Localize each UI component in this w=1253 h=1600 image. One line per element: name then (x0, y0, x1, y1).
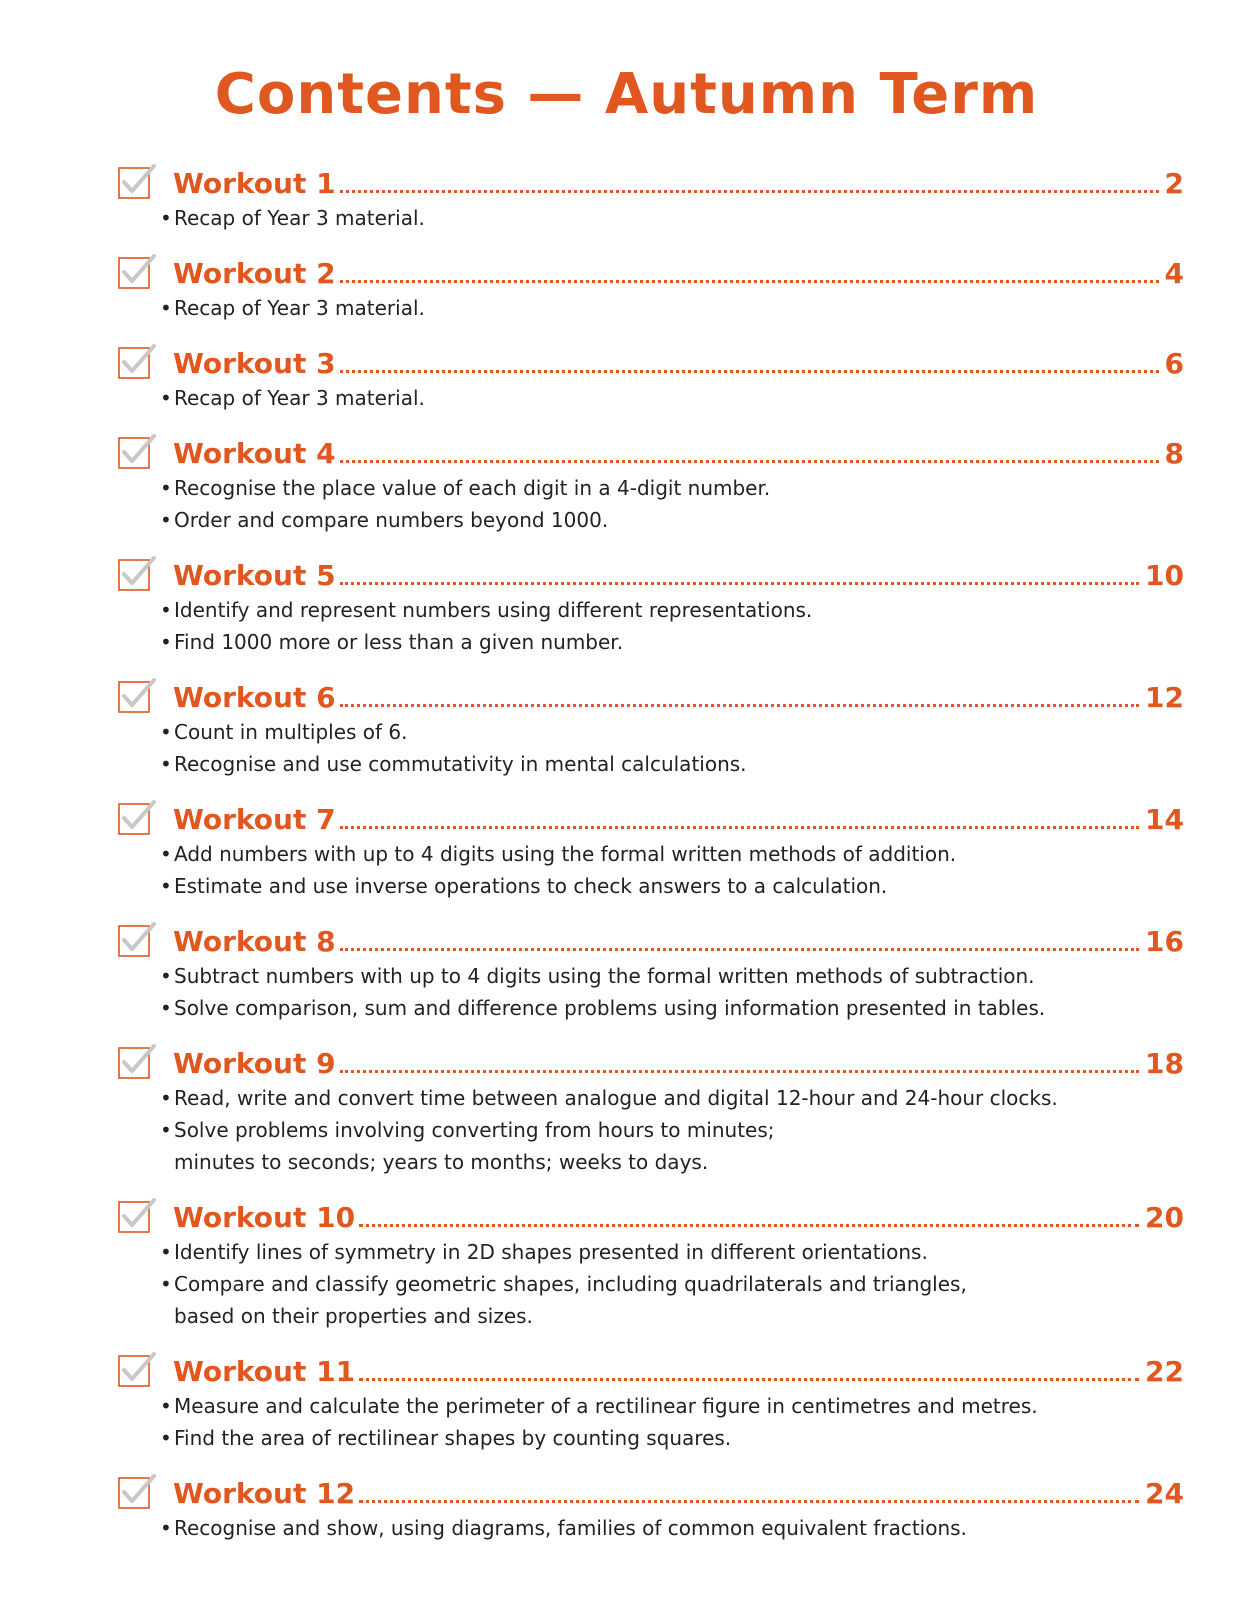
contents-entry (118, 1468, 1184, 1558)
objective-item (160, 1236, 1184, 1268)
entry-heading (118, 672, 1184, 716)
checkbox-tick-icon[interactable] (118, 1474, 150, 1506)
objective-item (160, 472, 1184, 504)
entry-spacer (118, 414, 1184, 428)
bullet-dot-icon: • (160, 1516, 172, 1540)
dot-leader (340, 1050, 1139, 1073)
objective-item (160, 1268, 1184, 1332)
entry-heading (118, 428, 1184, 472)
entry-heading (118, 248, 1184, 292)
bullet-dot-icon: • (160, 842, 172, 866)
dot-leader (359, 1358, 1139, 1381)
objective-item (160, 716, 1184, 748)
workout-title[interactable]: Workout 10 (173, 1201, 356, 1234)
contents-entry (118, 672, 1184, 794)
bullet-dot-icon: • (160, 752, 172, 776)
workout-title[interactable]: Workout 6 (173, 681, 336, 714)
contents-entry (118, 1346, 1184, 1468)
contents-entry (118, 550, 1184, 672)
entry-heading (118, 158, 1184, 202)
page-title: Contents — Autumn Term (214, 62, 1039, 127)
page-number[interactable]: 8 (1164, 437, 1184, 470)
objective-text: Recognise and use commutativity in mental calculations. (174, 752, 747, 776)
workout-line (173, 672, 1184, 716)
objective-text: Subtract numbers with up to 4 digits using the formal written methods of subtraction. (174, 964, 1035, 988)
page-number[interactable]: 24 (1145, 1477, 1184, 1510)
entry-heading (118, 1468, 1184, 1512)
objective-text: Read, write and convert time between analogue and digital 12-hour and 24-hour clocks. (174, 1086, 1058, 1110)
workout-title[interactable]: Workout 8 (173, 925, 336, 958)
bullet-dot-icon: • (160, 598, 172, 622)
objective-item (160, 382, 1184, 414)
dot-leader (340, 350, 1159, 373)
entry-spacer (118, 324, 1184, 338)
objective-text: Add numbers with up to 4 digits using the formal written methods of addition. (174, 842, 957, 866)
workout-line (173, 1346, 1184, 1390)
objective-item (160, 1114, 1184, 1178)
objective-list (118, 1512, 1184, 1544)
bullet-dot-icon: • (160, 508, 172, 532)
bullet-dot-icon: • (160, 1394, 172, 1418)
workout-line (173, 794, 1184, 838)
dot-leader (340, 562, 1139, 585)
page-number[interactable]: 14 (1145, 803, 1184, 836)
objective-text: based on their properties and sizes. (174, 1304, 533, 1328)
entry-spacer (118, 1332, 1184, 1346)
bullet-dot-icon: • (160, 720, 172, 744)
bullet-dot-icon: • (160, 1118, 172, 1142)
bullet-dot-icon: • (160, 964, 172, 988)
contents-entry (118, 1038, 1184, 1192)
page-number[interactable]: 16 (1145, 925, 1184, 958)
checkbox-tick-icon[interactable] (118, 1198, 150, 1230)
checkbox-tick-icon[interactable] (118, 922, 150, 954)
objective-list (118, 292, 1184, 324)
contents-entry (118, 248, 1184, 338)
contents-list (118, 158, 1184, 1558)
objective-list (118, 472, 1184, 536)
page-number[interactable]: 10 (1145, 559, 1184, 592)
entry-heading (118, 916, 1184, 960)
entry-spacer (118, 1024, 1184, 1038)
workout-line (173, 248, 1184, 292)
objective-item (160, 748, 1184, 780)
objective-text: Recognise the place value of each digit in a 4-digit number. (174, 476, 771, 500)
objective-item (160, 960, 1184, 992)
objective-list (118, 1236, 1184, 1332)
objective-text: Solve comparison, sum and difference problems using information presented in tables. (174, 996, 1046, 1020)
contents-entry (118, 916, 1184, 1038)
checkbox-tick-icon[interactable] (118, 164, 150, 196)
entry-heading (118, 1346, 1184, 1390)
checkbox-tick-icon[interactable] (118, 434, 150, 466)
workout-title[interactable]: Workout 4 (173, 437, 336, 470)
objective-list (118, 716, 1184, 780)
objective-item (160, 1390, 1184, 1422)
entry-spacer (118, 1454, 1184, 1468)
page-number[interactable]: 4 (1164, 257, 1184, 290)
checkbox-tick-icon[interactable] (118, 678, 150, 710)
entry-spacer (118, 536, 1184, 550)
objective-text: Recap of Year 3 material. (174, 206, 425, 230)
objective-text: Solve problems involving converting from hours to minutes; (174, 1118, 775, 1142)
page-number[interactable]: 2 (1164, 167, 1184, 200)
objective-text: Find 1000 more or less than a given number. (174, 630, 624, 654)
bullet-dot-icon: • (160, 1272, 172, 1296)
workout-title[interactable]: Workout 7 (173, 803, 336, 836)
objective-item (160, 202, 1184, 234)
checkbox-tick-icon[interactable] (118, 254, 150, 286)
objective-text: Find the area of rectilinear shapes by counting squares. (174, 1426, 732, 1450)
workout-title[interactable]: Workout 12 (173, 1477, 356, 1510)
workout-line (173, 550, 1184, 594)
page-number[interactable]: 22 (1145, 1355, 1184, 1388)
bullet-dot-icon: • (160, 1426, 172, 1450)
entry-heading (118, 1038, 1184, 1082)
objective-list (118, 838, 1184, 902)
objective-text: Identify and represent numbers using different representations. (174, 598, 813, 622)
objective-item (160, 838, 1184, 870)
objective-list (118, 202, 1184, 234)
dot-leader (340, 928, 1139, 951)
workout-title[interactable]: Workout 9 (173, 1047, 336, 1080)
bullet-dot-icon: • (160, 1086, 172, 1110)
objective-item (160, 1082, 1184, 1114)
entry-heading (118, 1192, 1184, 1236)
page-number[interactable]: 12 (1145, 681, 1184, 714)
objective-text: Recognise and show, using diagrams, families of common equivalent fractions. (174, 1516, 967, 1540)
page-number[interactable]: 20 (1145, 1201, 1184, 1234)
dot-leader (359, 1480, 1139, 1503)
objective-text: Estimate and use inverse operations to check answers to a calculation. (174, 874, 888, 898)
checkbox-tick-icon[interactable] (118, 1352, 150, 1384)
bullet-dot-icon: • (160, 630, 172, 654)
contents-entry (118, 794, 1184, 916)
checkbox-tick-icon[interactable] (118, 556, 150, 588)
page-number[interactable]: 6 (1164, 347, 1184, 380)
contents-entry (118, 428, 1184, 550)
contents-entry (118, 1192, 1184, 1346)
checkbox-tick-icon[interactable] (118, 1044, 150, 1076)
objective-text: Count in multiples of 6. (174, 720, 408, 744)
objective-item (160, 1512, 1184, 1544)
objective-text: minutes to seconds; years to months; weeks to days. (174, 1150, 709, 1174)
objective-list (118, 1082, 1184, 1178)
workout-line (173, 1468, 1184, 1512)
workout-line (173, 428, 1184, 472)
objective-list (118, 594, 1184, 658)
workout-title[interactable]: Workout 1 (173, 167, 336, 200)
objective-item (160, 594, 1184, 626)
entry-spacer (118, 902, 1184, 916)
objective-item (160, 504, 1184, 536)
workout-line (173, 158, 1184, 202)
workout-line (173, 1038, 1184, 1082)
entry-heading (118, 550, 1184, 594)
bullet-dot-icon: • (160, 996, 172, 1020)
dot-leader (340, 806, 1139, 829)
workout-line (173, 1192, 1184, 1236)
objective-text: Order and compare numbers beyond 1000. (174, 508, 609, 532)
workout-title[interactable]: Workout 2 (173, 257, 336, 290)
bullet-dot-icon: • (160, 476, 172, 500)
objective-text: Recap of Year 3 material. (174, 386, 425, 410)
objective-item (160, 292, 1184, 324)
entry-spacer (118, 658, 1184, 672)
contents-entry (118, 338, 1184, 428)
workout-line (173, 338, 1184, 382)
entry-spacer (118, 780, 1184, 794)
objective-item (160, 1422, 1184, 1454)
page-number[interactable]: 18 (1145, 1047, 1184, 1080)
objective-list (118, 382, 1184, 414)
workout-line (173, 916, 1184, 960)
objective-item (160, 626, 1184, 658)
bullet-dot-icon: • (160, 296, 172, 320)
bullet-dot-icon: • (160, 1240, 172, 1264)
checkbox-tick-icon[interactable] (118, 344, 150, 376)
objective-list (118, 1390, 1184, 1454)
workout-title[interactable]: Workout 5 (173, 559, 336, 592)
entry-heading (118, 794, 1184, 838)
dot-leader (340, 684, 1139, 707)
objective-list (118, 960, 1184, 1024)
objective-item (160, 870, 1184, 902)
entry-spacer (118, 1178, 1184, 1192)
dot-leader (340, 440, 1159, 463)
objective-text: Identify lines of symmetry in 2D shapes presented in different orientations. (174, 1240, 928, 1264)
entry-heading (118, 338, 1184, 382)
bullet-dot-icon: • (160, 874, 172, 898)
workout-title[interactable]: Workout 3 (173, 347, 336, 380)
objective-text: Measure and calculate the perimeter of a rectilinear figure in centimetres and metres. (174, 1394, 1038, 1418)
bullet-dot-icon: • (160, 206, 172, 230)
bullet-dot-icon: • (160, 386, 172, 410)
entry-spacer (118, 234, 1184, 248)
objective-item (160, 992, 1184, 1024)
dot-leader (340, 260, 1159, 283)
objective-text: Compare and classify geometric shapes, including quadrilaterals and triangles, (174, 1272, 967, 1296)
checkbox-tick-icon[interactable] (118, 800, 150, 832)
dot-leader (340, 170, 1159, 193)
contents-entry (118, 158, 1184, 248)
workout-title[interactable]: Workout 11 (173, 1355, 356, 1388)
objective-text: Recap of Year 3 material. (174, 296, 425, 320)
dot-leader (359, 1204, 1139, 1227)
entry-spacer (118, 1544, 1184, 1558)
